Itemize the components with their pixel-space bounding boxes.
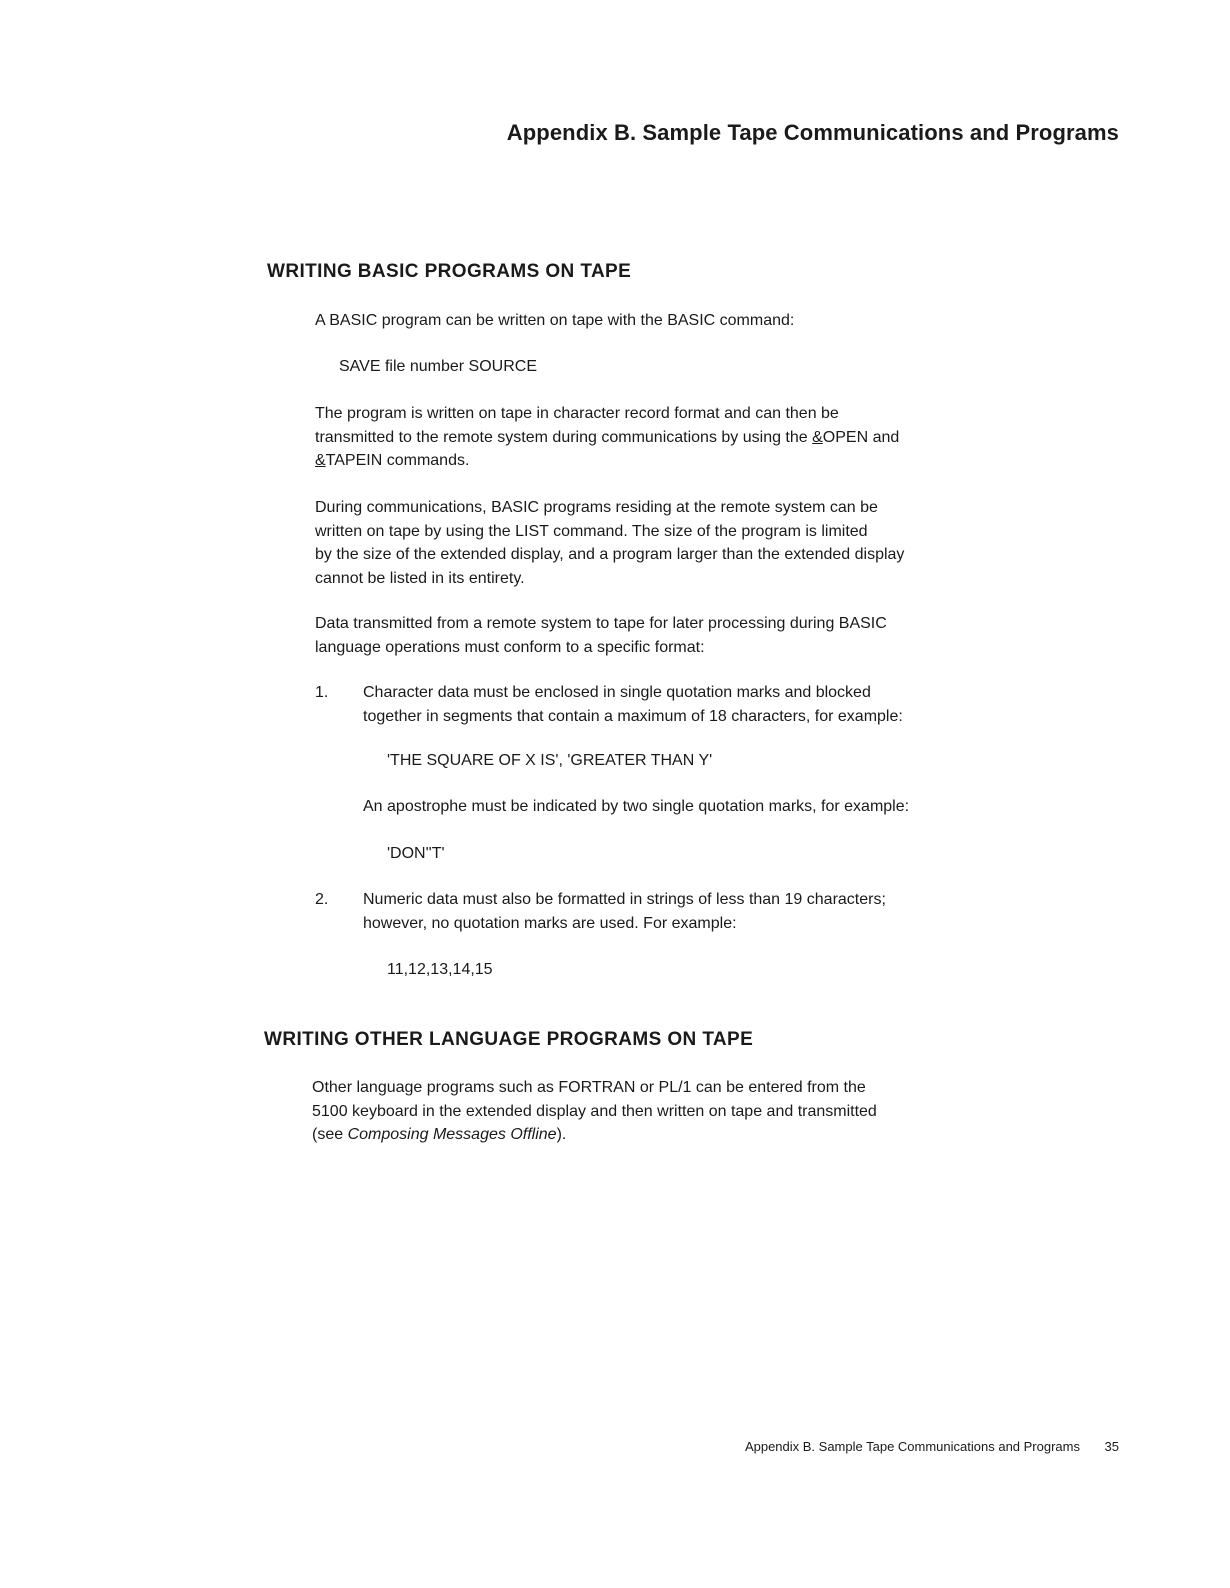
paragraph-line: written on tape by using the LIST command. The size of the program is limited (315, 522, 868, 540)
paragraph-line: 5100 keyboard in the extended display and then written on tape and transmitted (312, 1102, 877, 1120)
ampersand-underlined: & (812, 428, 823, 446)
footer-title: Appendix B. Sample Tape Communications and Programs (744, 1439, 1080, 1454)
paragraph-line: transmitted to the remote system during communications by using the &OPEN and (315, 428, 900, 446)
paragraph-line: Numeric data must also be formatted in strings of less than 19 characters; (363, 891, 886, 908)
paragraph-data-format (315, 612, 887, 659)
apostrophe-note: An apostrophe must be indicated by two single quotation marks, for example: (363, 798, 910, 815)
character-data-example: 'THE SQUARE OF X IS', 'GREATER THAN Y' (387, 752, 713, 769)
paragraph-line: cannot be listed in its entirety. (315, 569, 525, 587)
cross-reference: Composing Messages Offline (347, 1126, 557, 1143)
paragraph-line: The program is written on tape in character record format and can then be (315, 405, 839, 422)
command-example: SAVE file number SOURCE (339, 358, 537, 375)
paragraph-line: Character data must be enclosed in single quotation marks and blocked (363, 684, 871, 701)
paragraph-line: by the size of the extended display, and a program larger than the extended display (315, 546, 905, 563)
paragraph-other-languages (312, 1076, 877, 1147)
paragraph-line: language operations must conform to a specific format: (315, 638, 705, 656)
list-item-text (363, 681, 903, 728)
paragraph-line: &TAPEIN commands. (315, 452, 470, 469)
page-number: 35 (1104, 1439, 1119, 1454)
paragraph-tape-format (315, 402, 899, 473)
section-heading-other-languages: WRITING OTHER LANGUAGE PROGRAMS ON TAPE (264, 1029, 754, 1050)
paragraph-line: together in segments that contain a maximum of 18 characters, for example: (363, 707, 903, 725)
list-item-number: 2. (315, 891, 329, 908)
section-heading-basic: WRITING BASIC PROGRAMS ON TAPE (267, 261, 632, 282)
chapter-title: Appendix B. Sample Tape Communications and Programs (506, 120, 1119, 145)
paragraph-list-command (315, 496, 904, 590)
paragraph-line: Data transmitted from a remote system to tape for later processing during BASIC (315, 615, 887, 632)
paragraph-line: (see Composing Messages Offline). (312, 1126, 567, 1143)
ampersand-underlined: & (315, 452, 326, 469)
numeric-data-example: 11,12,13,14,15 (387, 961, 493, 978)
list-item-number: 1. (315, 684, 329, 701)
paragraph-line: During communications, BASIC programs residing at the remote system can be (315, 499, 878, 516)
apostrophe-example: 'DON''T' (387, 845, 445, 862)
list-item-text (363, 888, 886, 935)
paragraph-line: Other language programs such as FORTRAN or PL/1 can be entered from the (312, 1079, 866, 1096)
paragraph-line: however, no quotation marks are used. For example: (363, 914, 737, 932)
intro-text: A BASIC program can be written on tape with the BASIC command: (315, 312, 795, 329)
